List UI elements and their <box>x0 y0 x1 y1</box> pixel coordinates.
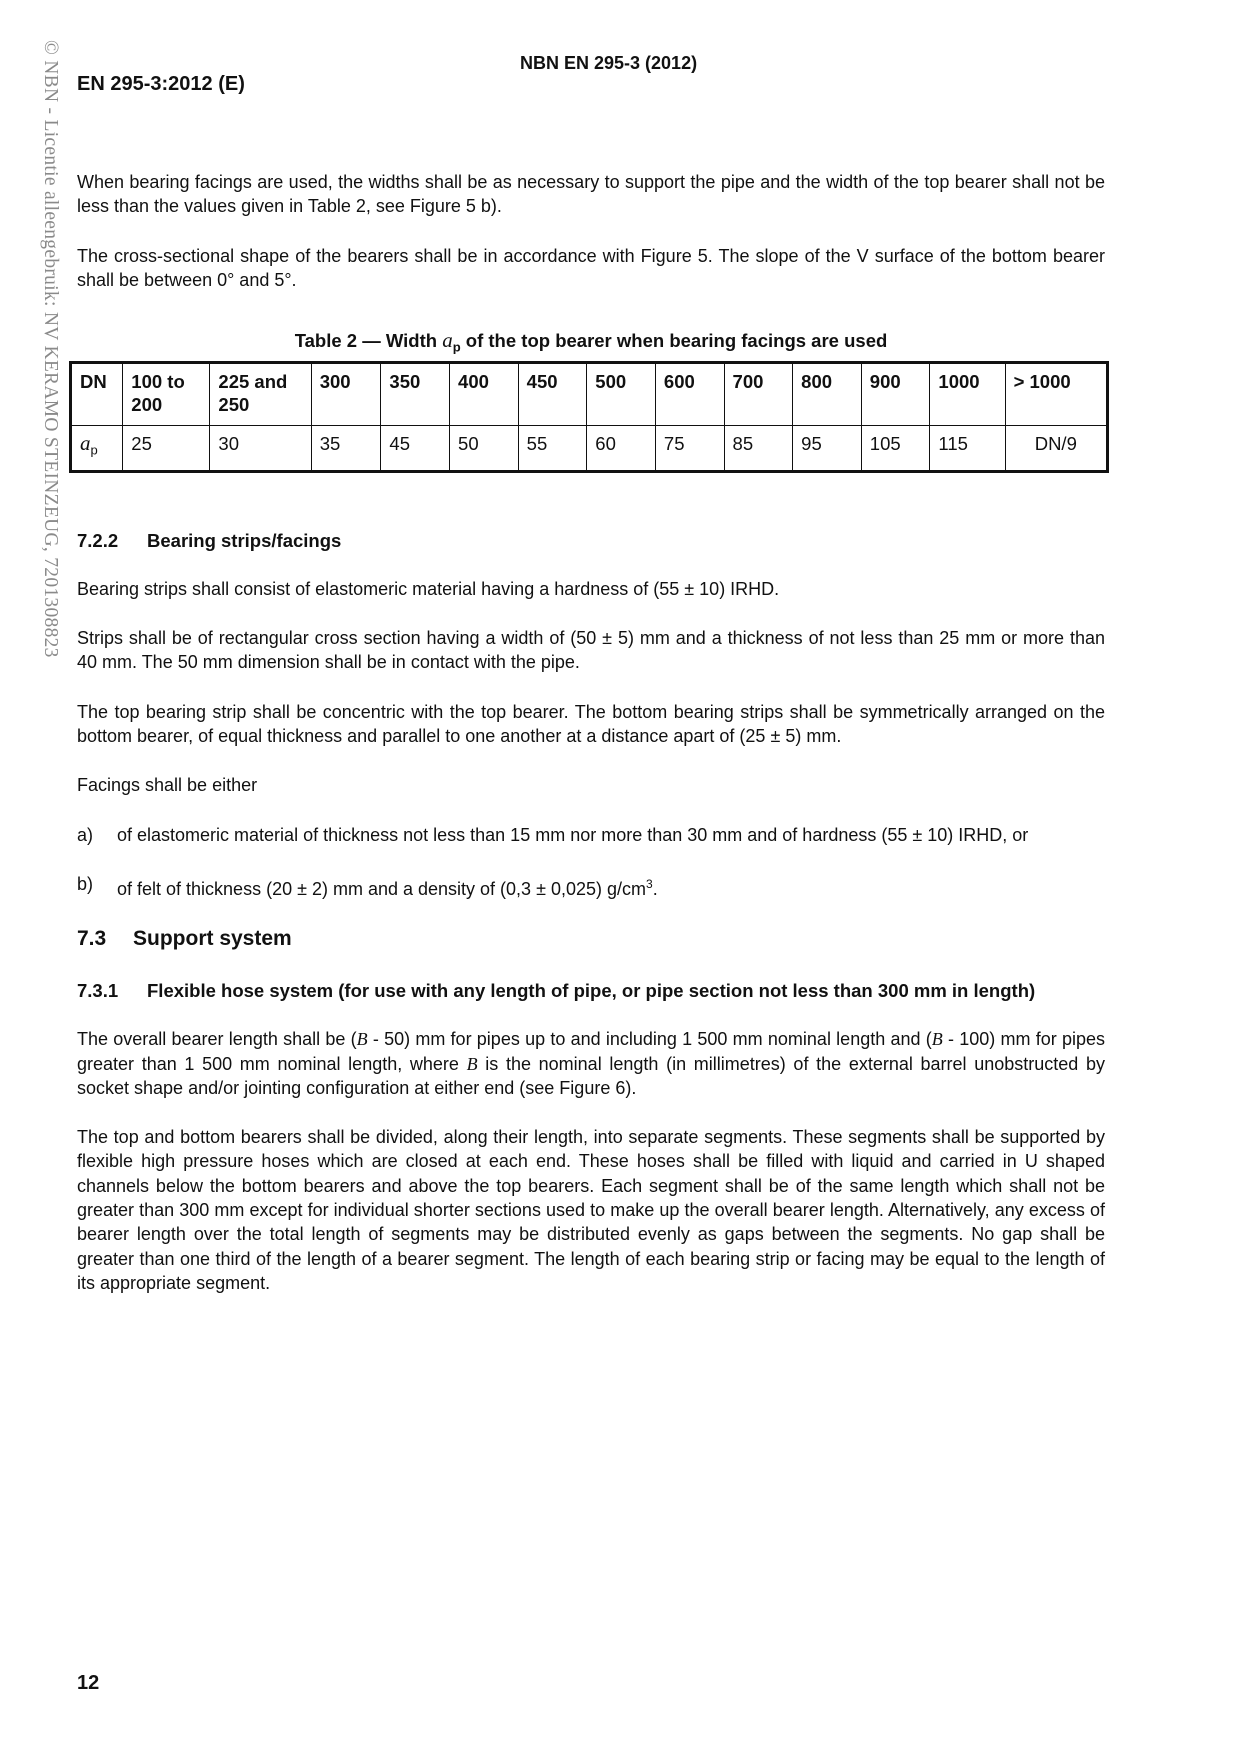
heading-7-2-2: 7.2.2 Bearing strips/facings <box>77 529 342 551</box>
table-cell: 450 <box>518 362 587 425</box>
table-cell: 50 <box>450 425 519 471</box>
table-cell: 85 <box>724 425 793 471</box>
row-label-ap: $a_p$ <box>71 425 123 471</box>
table-cell: 700 <box>724 362 793 425</box>
paragraph-strip-arrangement: The top bearing strip shall be concentric with the top bearer. The bottom bearing strips shall be symmetrically arranged on the bottom bearer, of equal thickness and parallel to one another at a distance apart of (25 ± 5) mm. <box>77 701 1105 747</box>
paragraph-bearing-facings: When bearing facings are used, the widths shall be as necessary to support the pipe and the width of the top bearer shall not be less than the values given in Table 2, see Figure 5 b). <box>77 172 1105 217</box>
table-cell: 350 <box>381 362 450 425</box>
table-cell: 95 <box>793 425 862 471</box>
table-cell: 500 <box>587 362 656 425</box>
table-cell: 600 <box>655 362 724 425</box>
page-number: 12 <box>77 1672 100 1694</box>
table-cell: > 1000 <box>1005 362 1107 425</box>
table-cell: 55 <box>518 425 587 471</box>
table-row-dn <box>71 362 1108 425</box>
list-item-b: b) of felt of thickness (20 ± 2) mm and a density of (0,3 ± 0,025) $g/cm^3$. <box>77 873 658 899</box>
paragraph-strip-dimensions: Strips shall be of rectangular cross section having a width of (50 ± 5) mm and a thickness of not less than 25 mm or more than 40 mm. The 50 mm dimension shall be in contact with the pipe. <box>77 628 1105 673</box>
table-2-caption: Table 2 — Width $a_p$ of the top bearer when bearing facings are used <box>294 328 888 355</box>
license-watermark: © NBN - Licentie alleengebruik: NV KERAMO STEINZEUG, 7201308823 <box>40 40 61 658</box>
table-cell: 400 <box>450 362 519 425</box>
table-cell: 800 <box>793 362 862 425</box>
table-cell: 1000 <box>930 362 1005 425</box>
paragraph-bearer-segments: The top and bottom bearers shall be divided, along their length, into separate segments. These segments shall be supported by flexible high pressure hoses which are closed at each end. These hoses shall be filled with liquid and carried in U shaped channels below the bottom bearers and above the top bearers. Each segment shall be of the same length which shall not be greater than 300 mm except for individual shorter sections used to make up the overall bearer length. Alternatively, any excess of bearer length over the total length of segments may be distributed evenly as gaps between the segments. No gap shall be greater than one third of the length of a bearer segment. The length of each bearing strip or facing may be equal to the length of its appropriate segment. <box>77 1127 1105 1293</box>
table-2-top-bearer-width <box>69 361 1109 473</box>
heading-7-3-1: 7.3.1 Flexible hose system (for use with any length of pipe, or pipe section not less than 300 mm in length) <box>77 980 1036 1002</box>
table-cell: 45 <box>381 425 450 471</box>
heading-7-3: 7.3 Support system <box>77 927 292 951</box>
header-standard-nbn: NBN EN 295-3 (2012) <box>520 53 698 73</box>
table-row-ap <box>71 425 1108 471</box>
table-cell: DN/9 <box>1005 425 1107 471</box>
table-cell: 35 <box>311 425 381 471</box>
table-cell: 75 <box>655 425 724 471</box>
row-label-dn: DN <box>71 362 123 425</box>
table-cell: 300 <box>311 362 381 425</box>
table-cell: 100 to 200 <box>123 362 210 425</box>
list-item-a: a) of elastomeric material of thickness not less than 15 mm nor more than 30 mm and of hardness (55 ± 10) IRHD, or <box>77 824 1029 845</box>
paragraph-cross-section: The cross-sectional shape of the bearers shall be in accordance with Figure 5. The slope of the V surface of the bottom bearer shall be between 0° and 5°. <box>77 245 1105 290</box>
table-cell: 225 and 250 <box>210 362 311 425</box>
table-cell: 900 <box>861 362 930 425</box>
paragraph-facings-intro: Facings shall be either <box>77 775 258 796</box>
page-content <box>77 170 1105 1295</box>
table-cell: 115 <box>930 425 1005 471</box>
table-cell: 25 <box>123 425 210 471</box>
paragraph-bearer-length: The overall bearer length shall be (B - 50) mm for pipes up to and including 1 500 mm nominal length and (B - 100) mm for pipes greater than 1 500 mm nominal length, where B is the nominal length (in millimetres) of the external barrel unobstructed by socket shape and/or jointing configuration at either end (see Figure 6). <box>77 1029 1105 1098</box>
table-cell: 105 <box>861 425 930 471</box>
header-standard-en: EN 295-3:2012 (E) <box>77 73 245 95</box>
table-cell: 60 <box>587 425 656 471</box>
paragraph-strip-material: Bearing strips shall consist of elastomeric material having a hardness of (55 ± 10) IRHD. <box>77 578 780 599</box>
table-cell: 30 <box>210 425 311 471</box>
